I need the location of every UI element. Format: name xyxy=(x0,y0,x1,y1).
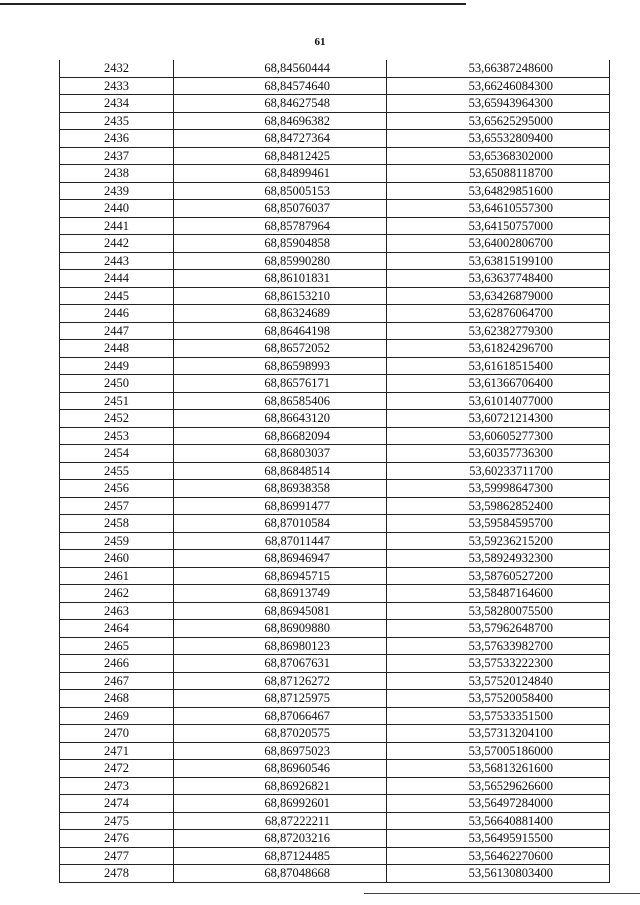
coordinate-x-cell: 68,84812425 xyxy=(174,147,387,165)
coordinate-y-cell: 53,57962648700 xyxy=(387,620,610,638)
coordinate-y-cell: 53,57520058400 xyxy=(387,690,610,708)
point-number-cell: 2463 xyxy=(60,602,174,620)
point-number-cell: 2452 xyxy=(60,410,174,428)
coordinate-y-cell: 53,65943964300 xyxy=(387,95,610,113)
coordinate-y-cell: 53,57533222300 xyxy=(387,655,610,673)
coordinate-y-cell: 53,60233711700 xyxy=(387,462,610,480)
table-row xyxy=(60,497,610,515)
coordinate-x-cell: 68,86945081 xyxy=(174,602,387,620)
table-row xyxy=(60,60,610,77)
table-row xyxy=(60,567,610,585)
point-number-cell: 2446 xyxy=(60,305,174,323)
table-row xyxy=(60,410,610,428)
coordinate-x-cell: 68,87203216 xyxy=(174,830,387,848)
table-row xyxy=(60,235,610,253)
coordinate-y-cell: 53,56497284000 xyxy=(387,795,610,813)
coordinate-y-cell: 53,58280075500 xyxy=(387,602,610,620)
table-row xyxy=(60,515,610,533)
coordinate-y-cell: 53,61366706400 xyxy=(387,375,610,393)
table-row xyxy=(60,217,610,235)
point-number-cell: 2438 xyxy=(60,165,174,183)
point-number-cell: 2448 xyxy=(60,340,174,358)
point-number-cell: 2435 xyxy=(60,112,174,130)
coordinate-x-cell: 68,84899461 xyxy=(174,165,387,183)
coordinate-x-cell: 68,87126272 xyxy=(174,672,387,690)
table-row xyxy=(60,200,610,218)
coordinate-y-cell: 53,59236215200 xyxy=(387,532,610,550)
coordinate-x-cell: 68,87010584 xyxy=(174,515,387,533)
coordinate-x-cell: 68,85787964 xyxy=(174,217,387,235)
point-number-cell: 2433 xyxy=(60,77,174,95)
table-row xyxy=(60,777,610,795)
point-number-cell: 2468 xyxy=(60,690,174,708)
coordinate-x-cell: 68,86848514 xyxy=(174,462,387,480)
coordinate-x-cell: 68,86101831 xyxy=(174,270,387,288)
point-number-cell: 2473 xyxy=(60,777,174,795)
coordinate-y-cell: 53,57520124840 xyxy=(387,672,610,690)
coordinate-y-cell: 53,58760527200 xyxy=(387,567,610,585)
point-number-cell: 2440 xyxy=(60,200,174,218)
coordinate-x-cell: 68,86913749 xyxy=(174,585,387,603)
point-number-cell: 2469 xyxy=(60,707,174,725)
table-row xyxy=(60,672,610,690)
coordinate-y-cell: 53,60357736300 xyxy=(387,445,610,463)
point-number-cell: 2466 xyxy=(60,655,174,673)
coordinate-y-cell: 53,65088118700 xyxy=(387,165,610,183)
coordinate-x-cell: 68,86909880 xyxy=(174,620,387,638)
coordinate-y-cell: 53,63637748400 xyxy=(387,270,610,288)
coordinate-y-cell: 53,57005186000 xyxy=(387,742,610,760)
table-row xyxy=(60,305,610,323)
coordinate-y-cell: 53,64002806700 xyxy=(387,235,610,253)
coordinate-y-cell: 53,59862852400 xyxy=(387,497,610,515)
point-number-cell: 2459 xyxy=(60,532,174,550)
coordinate-y-cell: 53,56495915500 xyxy=(387,830,610,848)
coordinate-x-cell: 68,86643120 xyxy=(174,410,387,428)
coordinate-x-cell: 68,86960546 xyxy=(174,760,387,778)
point-number-cell: 2454 xyxy=(60,445,174,463)
coordinate-y-cell: 53,57313204100 xyxy=(387,725,610,743)
point-number-cell: 2461 xyxy=(60,567,174,585)
coordinate-y-cell: 53,62876064700 xyxy=(387,305,610,323)
table-row xyxy=(60,182,610,200)
coordinate-x-cell: 68,84727364 xyxy=(174,130,387,148)
table-row xyxy=(60,550,610,568)
point-number-cell: 2443 xyxy=(60,252,174,270)
coordinate-x-cell: 68,86991477 xyxy=(174,497,387,515)
coordinate-x-cell: 68,84696382 xyxy=(174,112,387,130)
coordinate-x-cell: 68,86598993 xyxy=(174,357,387,375)
table-row xyxy=(60,147,610,165)
coordinate-x-cell: 68,87048668 xyxy=(174,865,387,883)
coordinate-y-cell: 53,63426879000 xyxy=(387,287,610,305)
coordinate-y-cell: 53,62382779300 xyxy=(387,322,610,340)
table-row xyxy=(60,480,610,498)
point-number-cell: 2470 xyxy=(60,725,174,743)
table-row xyxy=(60,830,610,848)
point-number-cell: 2434 xyxy=(60,95,174,113)
table-row xyxy=(60,375,610,393)
point-number-cell: 2458 xyxy=(60,515,174,533)
table-row xyxy=(60,95,610,113)
coordinate-x-cell: 68,87124485 xyxy=(174,847,387,865)
coordinate-x-cell: 68,86980123 xyxy=(174,637,387,655)
point-number-cell: 2457 xyxy=(60,497,174,515)
table-row xyxy=(60,427,610,445)
table-row xyxy=(60,77,610,95)
coordinate-y-cell: 53,56462270600 xyxy=(387,847,610,865)
coordinate-y-cell: 53,61824296700 xyxy=(387,340,610,358)
table-row xyxy=(60,655,610,673)
coordinate-x-cell: 68,87066467 xyxy=(174,707,387,725)
coordinate-y-cell: 53,56813261600 xyxy=(387,760,610,778)
coordinate-y-cell: 53,56529626600 xyxy=(387,777,610,795)
page-number: 61 xyxy=(314,36,326,48)
coordinate-y-cell: 53,64150757000 xyxy=(387,217,610,235)
coordinate-y-cell: 53,64610557300 xyxy=(387,200,610,218)
coordinate-y-cell: 53,57633982700 xyxy=(387,637,610,655)
point-number-cell: 2447 xyxy=(60,322,174,340)
table-row xyxy=(60,532,610,550)
point-number-cell: 2432 xyxy=(60,60,174,77)
bottom-rule xyxy=(364,893,640,894)
point-number-cell: 2455 xyxy=(60,462,174,480)
table-row xyxy=(60,602,610,620)
point-number-cell: 2467 xyxy=(60,672,174,690)
point-number-cell: 2477 xyxy=(60,847,174,865)
point-number-cell: 2471 xyxy=(60,742,174,760)
table-row xyxy=(60,357,610,375)
top-rule xyxy=(0,3,466,5)
table-row xyxy=(60,252,610,270)
point-number-cell: 2456 xyxy=(60,480,174,498)
point-number-cell: 2444 xyxy=(60,270,174,288)
coordinate-x-cell: 68,87222211 xyxy=(174,812,387,830)
point-number-cell: 2436 xyxy=(60,130,174,148)
coordinate-x-cell: 68,85904858 xyxy=(174,235,387,253)
point-number-cell: 2460 xyxy=(60,550,174,568)
point-number-cell: 2462 xyxy=(60,585,174,603)
coordinate-x-cell: 68,84560444 xyxy=(174,60,387,77)
table-row xyxy=(60,637,610,655)
coordinate-x-cell: 68,86992601 xyxy=(174,795,387,813)
table-row xyxy=(60,445,610,463)
point-number-cell: 2474 xyxy=(60,795,174,813)
table-row xyxy=(60,340,610,358)
coordinate-x-cell: 68,86975023 xyxy=(174,742,387,760)
point-number-cell: 2465 xyxy=(60,637,174,655)
table-row xyxy=(60,392,610,410)
coordinate-y-cell: 53,59584595700 xyxy=(387,515,610,533)
coordinate-x-cell: 68,87125975 xyxy=(174,690,387,708)
coordinate-y-cell: 53,57533351500 xyxy=(387,707,610,725)
coordinate-y-cell: 53,66246084300 xyxy=(387,77,610,95)
coordinate-x-cell: 68,85990280 xyxy=(174,252,387,270)
coordinate-x-cell: 68,86324689 xyxy=(174,305,387,323)
point-number-cell: 2437 xyxy=(60,147,174,165)
table-row xyxy=(60,690,610,708)
table-row xyxy=(60,847,610,865)
point-number-cell: 2453 xyxy=(60,427,174,445)
table-row xyxy=(60,585,610,603)
table-row xyxy=(60,112,610,130)
point-number-cell: 2442 xyxy=(60,235,174,253)
coordinate-x-cell: 68,87067631 xyxy=(174,655,387,673)
coordinate-y-cell: 53,59998647300 xyxy=(387,480,610,498)
coordinate-y-cell: 53,65532809400 xyxy=(387,130,610,148)
point-number-cell: 2476 xyxy=(60,830,174,848)
point-number-cell: 2451 xyxy=(60,392,174,410)
coordinate-y-cell: 53,64829851600 xyxy=(387,182,610,200)
coordinate-y-cell: 53,60721214300 xyxy=(387,410,610,428)
table-row xyxy=(60,812,610,830)
coordinate-x-cell: 68,86926821 xyxy=(174,777,387,795)
point-number-cell: 2441 xyxy=(60,217,174,235)
coordinate-x-cell: 68,85076037 xyxy=(174,200,387,218)
point-number-cell: 2449 xyxy=(60,357,174,375)
coordinates-table xyxy=(59,60,610,883)
coordinate-x-cell: 68,86585406 xyxy=(174,392,387,410)
point-number-cell: 2450 xyxy=(60,375,174,393)
coordinate-y-cell: 53,63815199100 xyxy=(387,252,610,270)
coordinate-x-cell: 68,86803037 xyxy=(174,445,387,463)
coordinate-y-cell: 53,66387248600 xyxy=(387,60,610,77)
point-number-cell: 2445 xyxy=(60,287,174,305)
table-row xyxy=(60,130,610,148)
table-row xyxy=(60,725,610,743)
coordinate-y-cell: 53,60605277300 xyxy=(387,427,610,445)
coordinate-y-cell: 53,56640881400 xyxy=(387,812,610,830)
coordinate-x-cell: 68,86572052 xyxy=(174,340,387,358)
coordinate-x-cell: 68,86938358 xyxy=(174,480,387,498)
coordinate-x-cell: 68,85005153 xyxy=(174,182,387,200)
table-row xyxy=(60,742,610,760)
coordinate-y-cell: 53,61618515400 xyxy=(387,357,610,375)
point-number-cell: 2475 xyxy=(60,812,174,830)
table-row xyxy=(60,760,610,778)
coordinate-y-cell: 53,65625295000 xyxy=(387,112,610,130)
point-number-cell: 2472 xyxy=(60,760,174,778)
coordinate-y-cell: 53,65368302000 xyxy=(387,147,610,165)
point-number-cell: 2439 xyxy=(60,182,174,200)
coordinate-y-cell: 53,58924932300 xyxy=(387,550,610,568)
coordinate-x-cell: 68,86946947 xyxy=(174,550,387,568)
coordinate-x-cell: 68,87020575 xyxy=(174,725,387,743)
table-row xyxy=(60,865,610,883)
table-row xyxy=(60,287,610,305)
table-row xyxy=(60,270,610,288)
table-row xyxy=(60,165,610,183)
table-row xyxy=(60,462,610,480)
coordinates-table-body xyxy=(60,60,610,882)
point-number-cell: 2464 xyxy=(60,620,174,638)
coordinate-y-cell: 53,61014077000 xyxy=(387,392,610,410)
coordinate-y-cell: 53,58487164600 xyxy=(387,585,610,603)
coordinate-x-cell: 68,87011447 xyxy=(174,532,387,550)
coordinate-x-cell: 68,86576171 xyxy=(174,375,387,393)
coordinate-x-cell: 68,86945715 xyxy=(174,567,387,585)
coordinate-x-cell: 68,84574640 xyxy=(174,77,387,95)
table-row xyxy=(60,795,610,813)
table-row xyxy=(60,620,610,638)
coordinate-x-cell: 68,86153210 xyxy=(174,287,387,305)
coordinate-x-cell: 68,84627548 xyxy=(174,95,387,113)
coordinate-x-cell: 68,86682094 xyxy=(174,427,387,445)
table-row xyxy=(60,707,610,725)
table-row xyxy=(60,322,610,340)
coordinate-y-cell: 53,56130803400 xyxy=(387,865,610,883)
coordinate-x-cell: 68,86464198 xyxy=(174,322,387,340)
point-number-cell: 2478 xyxy=(60,865,174,883)
